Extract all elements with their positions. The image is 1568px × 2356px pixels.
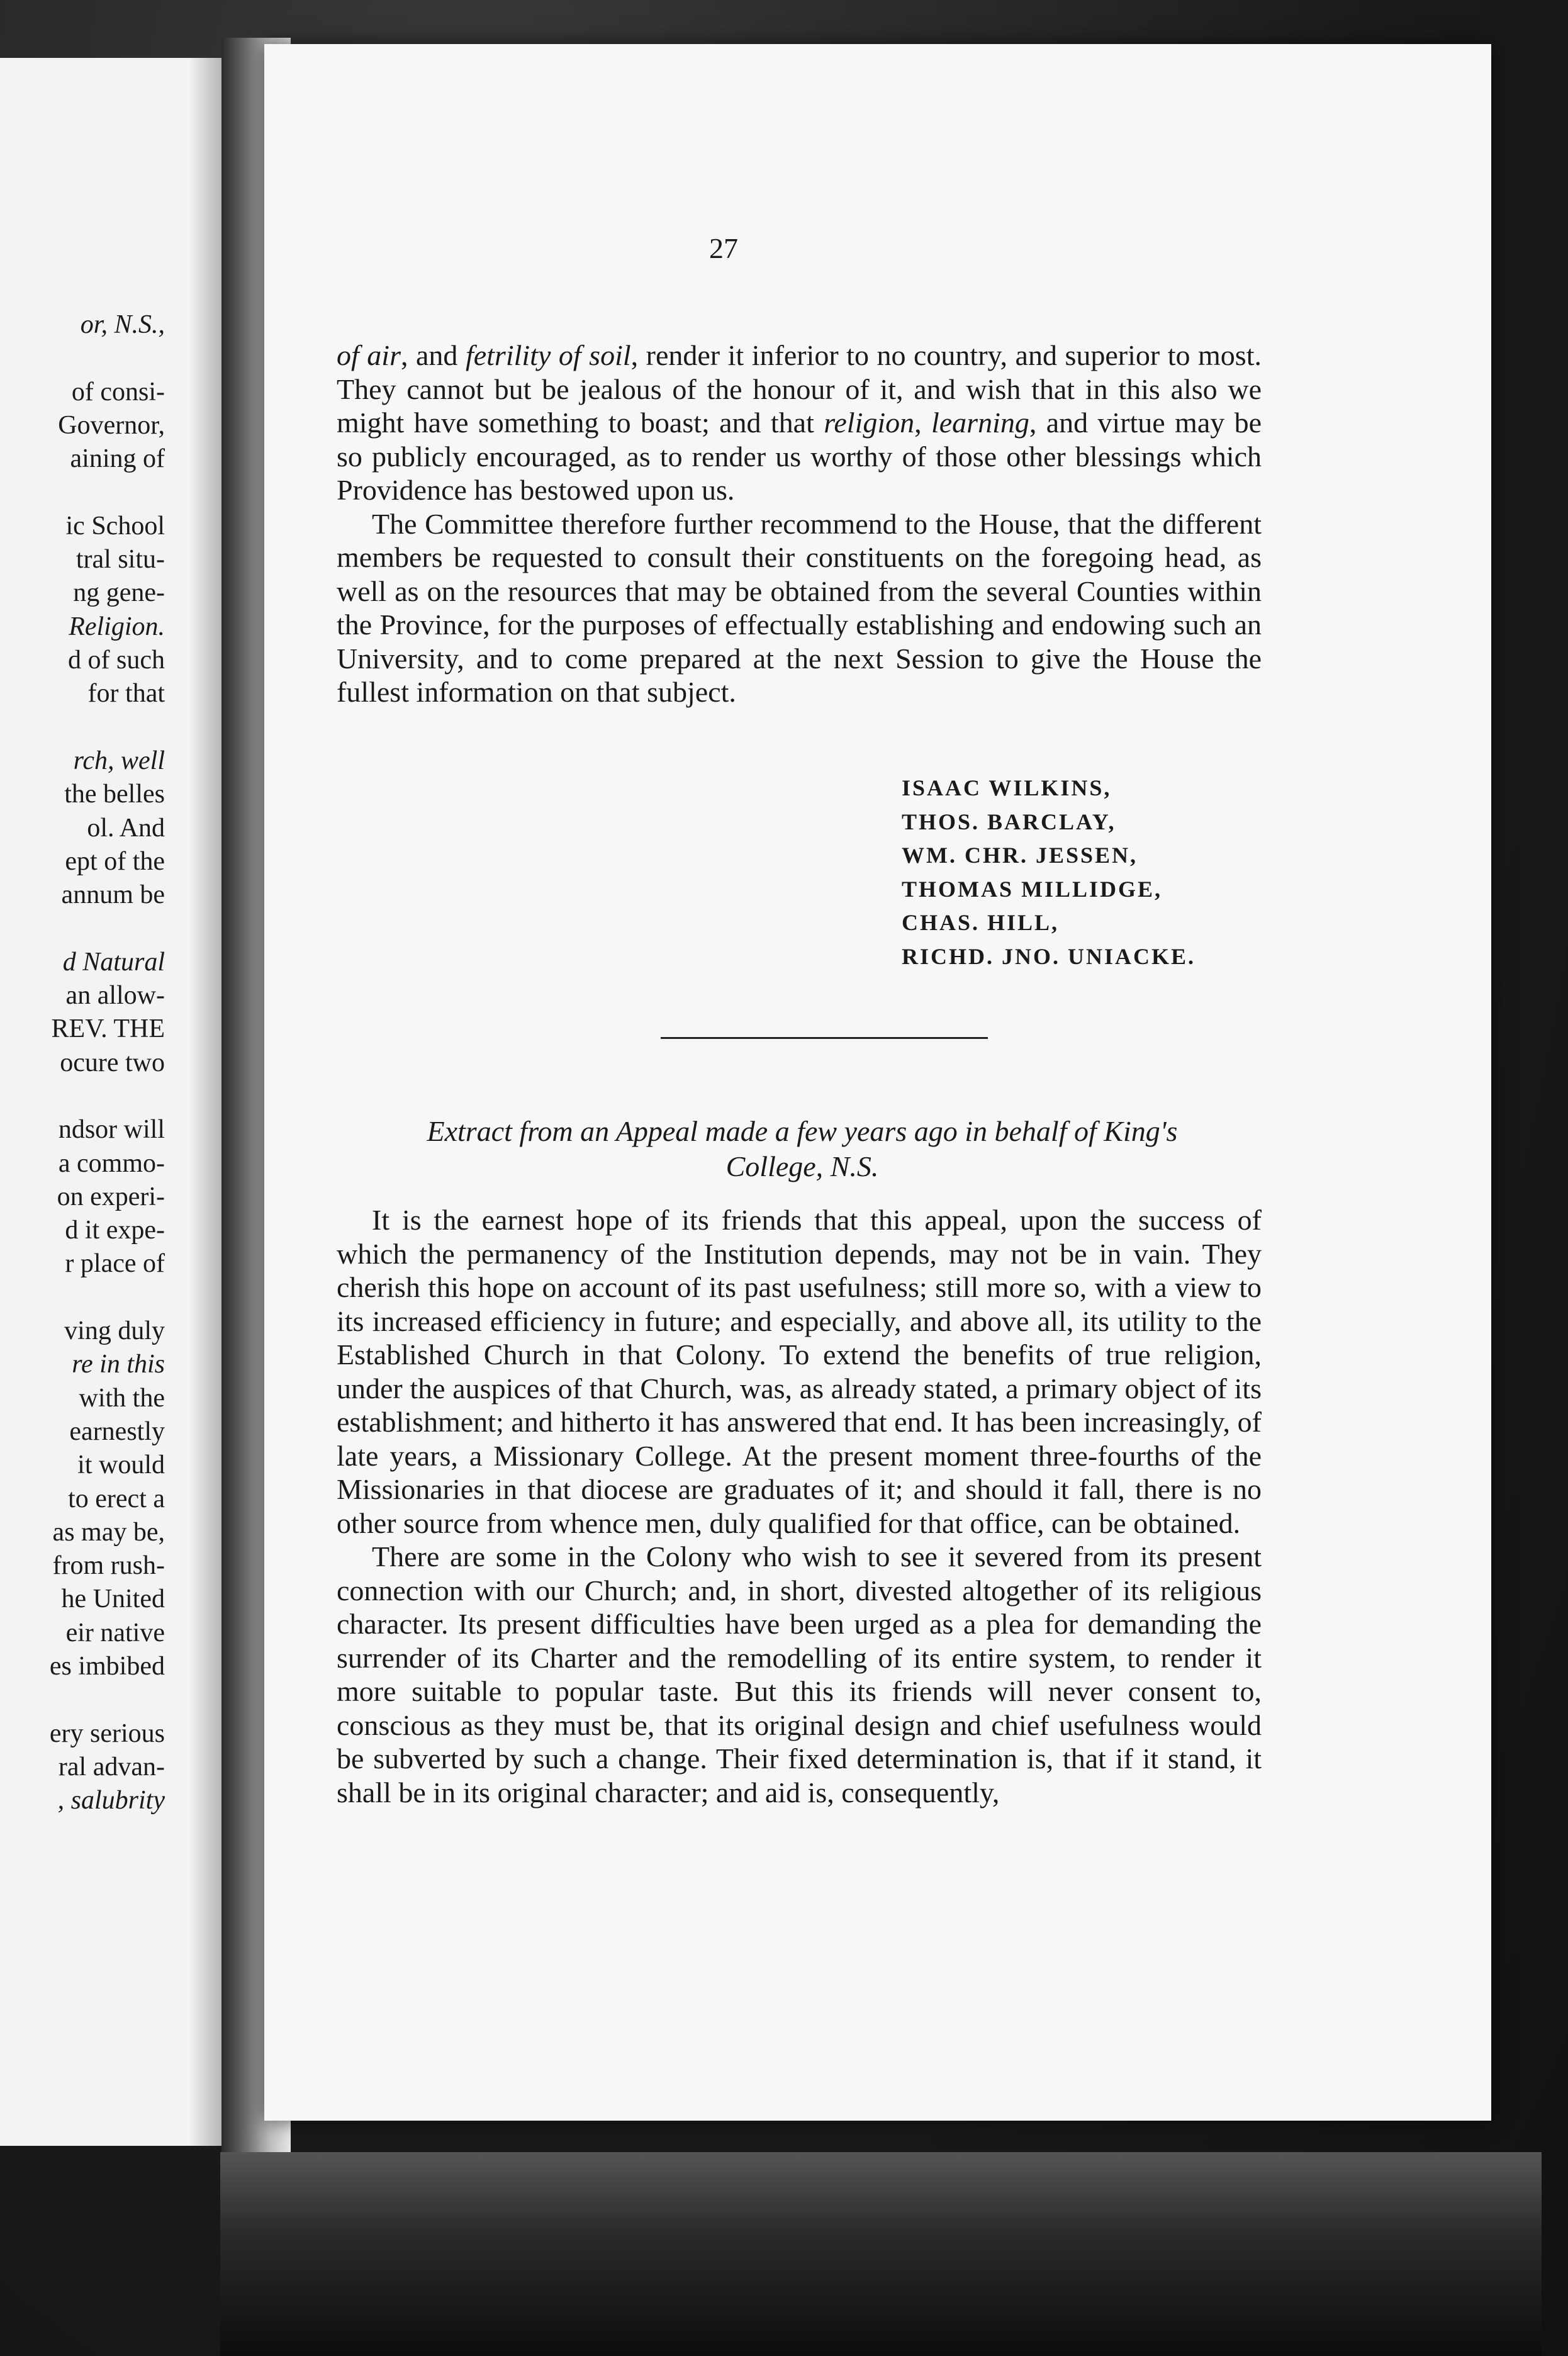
previous-page-line: it would	[77, 1450, 165, 1480]
section-divider	[661, 1037, 988, 1039]
previous-page-line: ocure two	[60, 1048, 165, 1077]
paragraph-committee-recommendation: The Committee therefore further recommend to the House, that the different members be requested to consult their constituents on the foregoing head, as well as on the resources that may be obtained from the several Counties within the Province, for the purposes of effectually establishing and endowing such an University, and to come prepared at the next Session to give the House the fullest information on that subject.	[337, 507, 1262, 708]
signature-wilkins: ISAAC WILKINS,	[902, 775, 1112, 800]
extract-heading-line-1: Extract from an Appeal made a few years ago in behalf of King's	[427, 1115, 1178, 1147]
committee-report-text	[337, 339, 1262, 709]
previous-page-line: he United	[61, 1585, 165, 1614]
appeal-extract-text	[337, 1203, 1262, 1809]
previous-page-line: ng gene-	[73, 578, 165, 608]
signature-barclay: THOS. BARCLAY,	[902, 809, 1116, 834]
previous-page-fragment	[0, 58, 234, 2146]
previous-page-line: or, N.S.,	[80, 310, 165, 339]
previous-page-line: ery serious	[49, 1719, 165, 1748]
previous-page-line: with the	[79, 1383, 165, 1413]
extract-heading-line-2: College, N.S.	[725, 1150, 879, 1182]
previous-page-line: ndsor will	[58, 1115, 165, 1145]
previous-page-line: for that	[87, 679, 165, 709]
signature-hill: CHAS. HILL,	[902, 910, 1060, 935]
previous-page-line: eir native	[65, 1618, 165, 1647]
paragraph-earnest-hope: It is the earnest hope of its friends that this appeal, upon the success of which the permanency of the Institution depends, may not be in vain. They cherish this hope on account of its past usefulness; still more so, with a view to its increased efficiency in future; and especially, and above all, its utility to the Established Church in that Colony. To extend the benefits of true religion, under the auspices of that Church, was, as already stated, a primary object of its establishment; and hitherto it has answered that end. It has been increasingly, of late years, a Missionary College. At the present moment three-fourths of the Missionaries in that diocese are graduates of it; and should it fall, there is no other source from whence men, duly qualified for that office, can be obtained.	[337, 1204, 1262, 1539]
previous-page-line: ving duly	[64, 1316, 165, 1345]
previous-page-line: from rush-	[52, 1551, 165, 1581]
page-number: 27	[709, 232, 738, 264]
previous-page-line: the belles	[64, 780, 165, 809]
previous-page-line: of consi-	[71, 377, 165, 407]
previous-page-line: Religion.	[69, 612, 165, 641]
signature-uniacke: RICHD. JNO. UNIACKE.	[902, 943, 1196, 969]
signature-jessen: WM. CHR. JESSEN,	[902, 843, 1138, 868]
extract-heading	[340, 1114, 1265, 1184]
previous-page-line: REV. THE	[51, 1014, 165, 1044]
previous-page-line: on experi-	[57, 1182, 165, 1211]
signature-millidge: THOMAS MILLIDGE,	[902, 876, 1163, 902]
previous-page-line: as may be,	[52, 1517, 165, 1547]
previous-page-line: d it expe-	[65, 1216, 165, 1245]
signature-block	[902, 771, 1196, 973]
previous-page-line: r place of	[65, 1249, 165, 1279]
previous-page-line: Governor,	[58, 410, 165, 440]
scanner-bottom-edge	[220, 2152, 1542, 2356]
previous-page-line: earnestly	[69, 1416, 165, 1446]
previous-page-line: d Natural	[62, 947, 165, 977]
previous-page-line: annum be	[61, 880, 165, 910]
previous-page-line: d of such	[68, 646, 165, 675]
previous-page-line: ral advan-	[58, 1752, 165, 1781]
previous-page-line: ept of the	[65, 846, 165, 876]
previous-page-line: an allow-	[65, 981, 165, 1010]
previous-page-line: , salubrity	[57, 1786, 165, 1815]
previous-page-line: a commo-	[58, 1148, 165, 1178]
previous-page-line: ol. And	[87, 813, 165, 843]
previous-page-line: ic School	[65, 511, 165, 541]
previous-page-line: aining of	[70, 444, 165, 474]
previous-page-line: es imbibed	[49, 1652, 165, 1681]
previous-page-line: tral situ-	[76, 545, 165, 575]
paragraph-air-and-soil: of air, and fetrility of soil, render it inferior to no country, and superior to most. They cannot but be jealous of the honour of it, and wish that in this also we might have something to boast; and that religion, learning, and virtue may be so publicly encouraged, as to render us worthy of those other blessings which Providence has bestowed upon us.	[337, 339, 1262, 506]
previous-page-line: rch, well	[73, 746, 165, 775]
previous-page-line: re in this	[72, 1350, 165, 1379]
previous-page-line: to erect a	[68, 1484, 165, 1513]
paragraph-severed-connection: There are some in the Colony who wish to see it severed from its present connection with our Church; and, in short, divested altogether of its religious character. Its present difficulties have been urged as a plea for demanding the surrender of its Charter and the remodelling of its entire system, to render it more suitable to popular taste. But this its friends will never consent to, conscious as they must be, that its original design and chief usefulness would be subverted by such a change. Their fixed determination is, that if it stand, it shall be in its original character; and aid is, consequently,	[337, 1540, 1262, 1809]
